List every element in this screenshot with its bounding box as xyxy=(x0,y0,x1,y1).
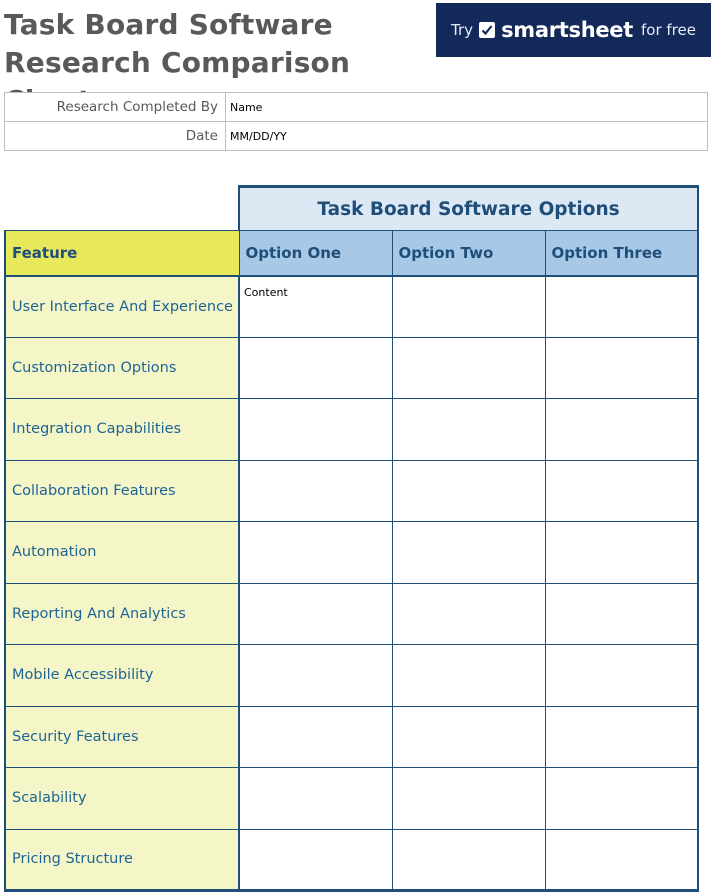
option-three-cell[interactable] xyxy=(545,522,698,584)
option-one-cell[interactable]: Content xyxy=(239,276,392,338)
date-label: Date xyxy=(5,122,226,151)
option-three-cell[interactable] xyxy=(545,337,698,399)
table-row xyxy=(5,583,698,645)
option-one-cell[interactable] xyxy=(239,706,392,768)
option-three-cell[interactable] xyxy=(545,399,698,461)
table-row xyxy=(5,706,698,768)
feature-label: Reporting And Analytics xyxy=(5,583,239,645)
table-row xyxy=(5,460,698,522)
feature-column-header: Feature xyxy=(5,231,239,276)
option-one-cell[interactable] xyxy=(239,460,392,522)
option-three-header: Option Three xyxy=(545,231,698,276)
option-two-cell[interactable] xyxy=(392,276,545,338)
page-title: Task Board Software Research Comparison xyxy=(4,8,351,79)
promo-suffix: for free xyxy=(640,21,696,39)
option-one-cell[interactable] xyxy=(239,829,392,891)
feature-label: Collaboration Features xyxy=(5,460,239,522)
research-completed-field[interactable]: Name xyxy=(226,93,708,122)
option-three-cell[interactable] xyxy=(545,768,698,830)
options-title-row xyxy=(5,187,698,231)
date-field[interactable]: MM/DD/YY xyxy=(226,122,708,151)
option-two-cell[interactable] xyxy=(392,522,545,584)
blank-corner xyxy=(5,187,239,231)
try-smartsheet-banner[interactable] xyxy=(436,3,711,57)
option-two-cell[interactable] xyxy=(392,829,545,891)
option-three-cell[interactable] xyxy=(545,276,698,338)
option-one-header: Option One xyxy=(239,231,392,276)
feature-label: Security Features xyxy=(5,706,239,768)
option-two-cell[interactable] xyxy=(392,460,545,522)
option-three-cell[interactable] xyxy=(545,460,698,522)
table-row xyxy=(5,399,698,461)
table-row xyxy=(5,337,698,399)
feature-label: Scalability xyxy=(5,768,239,830)
promo-brand: smartsheet xyxy=(501,18,633,42)
option-three-cell[interactable] xyxy=(545,645,698,707)
table-row xyxy=(5,768,698,830)
feature-label: User Interface And Experience xyxy=(5,276,239,338)
feature-label: Integration Capabilities xyxy=(5,399,239,461)
option-two-header: Option Two xyxy=(392,231,545,276)
feature-label: Pricing Structure xyxy=(5,829,239,891)
option-one-cell[interactable] xyxy=(239,522,392,584)
option-one-cell[interactable] xyxy=(239,337,392,399)
date-row xyxy=(5,122,708,151)
table-row xyxy=(5,276,698,338)
option-one-cell[interactable] xyxy=(239,583,392,645)
header-row xyxy=(5,231,698,276)
table-row xyxy=(5,829,698,891)
options-title: Task Board Software Options xyxy=(239,187,698,231)
option-one-cell[interactable] xyxy=(239,768,392,830)
option-two-cell[interactable] xyxy=(392,399,545,461)
option-one-cell[interactable] xyxy=(239,399,392,461)
feature-label: Automation xyxy=(5,522,239,584)
option-two-cell[interactable] xyxy=(392,706,545,768)
table-row xyxy=(5,522,698,584)
option-two-cell[interactable] xyxy=(392,645,545,707)
research-completed-label: Research Completed By xyxy=(5,93,226,122)
option-one-cell[interactable] xyxy=(239,645,392,707)
promo-try-label: Try xyxy=(451,21,474,39)
feature-label: Customization Options xyxy=(5,337,239,399)
option-two-cell[interactable] xyxy=(392,583,545,645)
option-two-cell[interactable] xyxy=(392,337,545,399)
option-three-cell[interactable] xyxy=(545,829,698,891)
table-row xyxy=(5,645,698,707)
comparison-table xyxy=(4,185,699,892)
feature-label: Mobile Accessibility xyxy=(5,645,239,707)
info-table xyxy=(4,92,708,151)
option-two-cell[interactable] xyxy=(392,768,545,830)
option-three-cell[interactable] xyxy=(545,706,698,768)
smartsheet-check-icon xyxy=(479,22,495,38)
research-row xyxy=(5,93,708,122)
option-three-cell[interactable] xyxy=(545,583,698,645)
